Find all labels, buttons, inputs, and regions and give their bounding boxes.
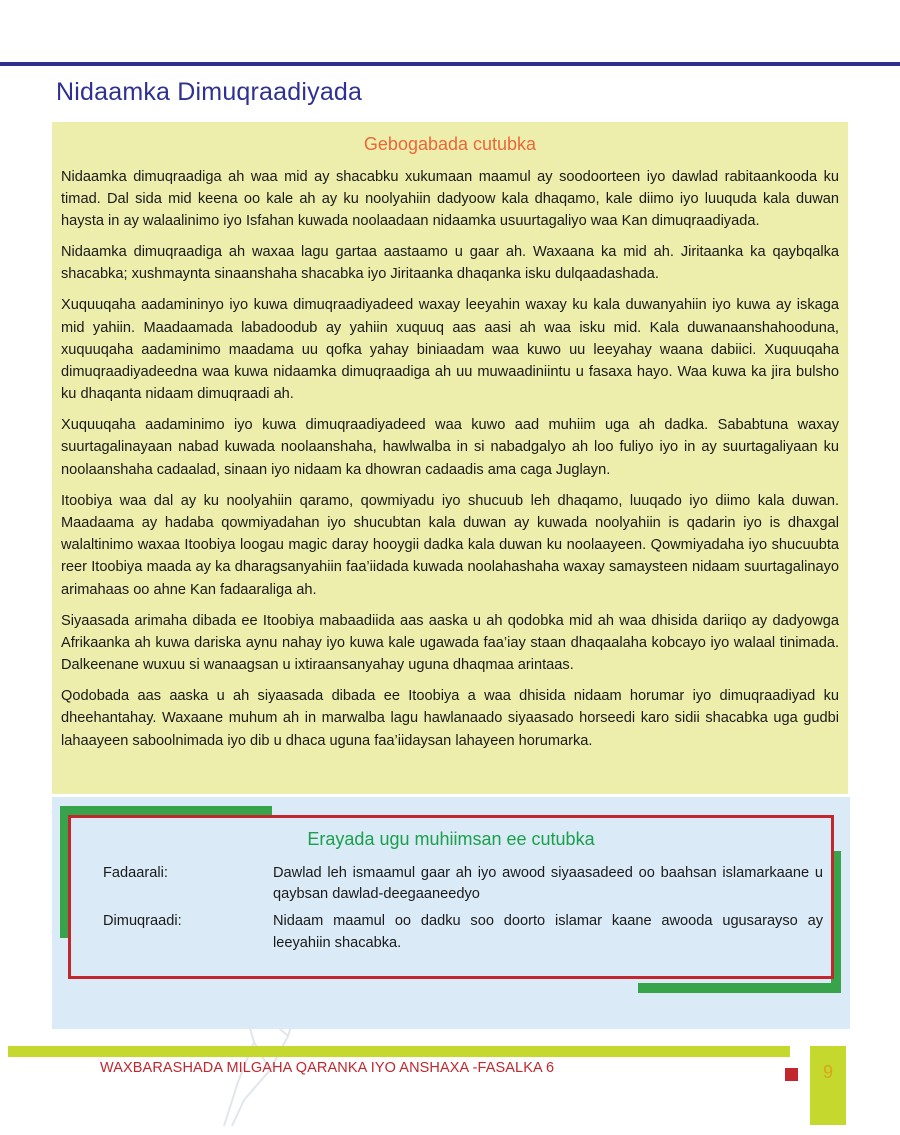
summary-paragraph: Qodobada aas aaska u ah siyaasada dibada ee Itoobiya a waa dhisida nidaam horumar iyo dimuqraadiyad ku dheehantahay. Waxaane muhum ah in marwalba lagu hawlanaado siyaasado horseedi karo sidii shacabka uga gudbi lahaayeen saboolnimada iyo dib u dhaca uguna faa’iidaysan lahayeen horumarka. xyxy=(61,688,839,749)
summary-paragraph: Nidaamka dimuqraadiga ah waxaa lagu gartaa aastaamo u gaar ah. Waxaana ka mid ah. Jiritaanka ka qaybqalka shacabka; xushmaynta sinaanshaha shacabka iyo Jiritaanka dhaqanka isku dulqaadashada. xyxy=(61,244,839,283)
summary-paragraph: Xuquuqaha aadamininyo iyo kuwa dimuqraadiyadeed waxay leeyahin waxay ku kala duwanyahiin iyo kuwa ay iskaga mid yahiin. Maadaamada labadoodub ay yahiin xuquuq aas aasi ah waa isku mid. Kala duwanaanshahooduna, xuquuqaha aadaminimo maadama uu qofka yahay biniaadam waa kuwo uu leeyahay waana dabiici. Xuquuqaha dimuqraadiyadeedna waa kuwa nidaamka dimuqraadiga ah uu muwaadiniintu u fasaxa hayo. Waa kuwa ka jira bulsho ku dhaqanta nidaam dimuqraadi ah. xyxy=(61,297,839,403)
vocabulary-box xyxy=(68,815,834,979)
page-number: 9 xyxy=(822,1062,833,1082)
vocabulary-entry xyxy=(103,911,823,955)
summary-paragraph: Itoobiya waa dal ay ku noolyahiin qaramo, qowmiyadu iyo shucuub leh dhaqamo, luuqado iyo diimo kala duwan. Maadaama ay hadaba qowmiyadahan iyo shucubtan kala duwan ay kuwada noolyahiin is qadarin iyo is dhaxgal walaltinimo waxaa Itoobiya loogau magic daray hooygii dadka kala duwan ku noolaayeen. Qowmiyadaha iyo shucuubta reer Itoobiya maada ay ka dharagsanyahiin faa’iidada kuwada noolahashaha waxay samaysteen nidaam suurtagalinayo arimahaas oo ahne Kan fadaaraliga ah. xyxy=(61,492,839,598)
footer-rule xyxy=(8,1046,790,1057)
summary-panel xyxy=(52,122,848,794)
vocabulary-definition: Nidaam maamul oo dadku soo doorto islamar kaane awooda ugusarayso ay leeyahiin shacabka. xyxy=(273,913,823,952)
vocabulary-definition: Dawlad leh ismaamul gaar ah iyo awood siyaasadeed oo baahsan islamarkaane u qaybsan dawlad-deegaaneedyo xyxy=(273,864,823,903)
vocabulary-heading: Erayada ugu muhiimsan ee cutubka xyxy=(307,829,595,849)
summary-panel-heading: Gebogabada cutubka xyxy=(363,134,537,154)
vocabulary-term: Fadaarali: xyxy=(103,864,168,881)
page-number-badge xyxy=(810,1046,846,1125)
accent-bar-bottom-right-horizontal xyxy=(638,983,841,993)
header-rule xyxy=(0,62,900,66)
vocabulary-term: Dimuqraadi: xyxy=(103,913,182,930)
summary-paragraph: Siyaasada arimaha dibada ee Itoobiya mabaadiida aas aaska u ah qodobka mid ah waa dhisida dariiqo ay dadyowga Afrikaanka ah kuwa dariska aynu nahay iyo kuwa kale ugawada faa’iay staan dhaqaalaha kobcayo iyo walaal tinimada. Dalkeenane wuxuu si wanaagsan u ixtiraansanyahay uguna dhaqmaa arintaas. xyxy=(61,612,839,674)
page-title: Nidaamka Dimuqraadiyada xyxy=(56,78,363,106)
summary-paragraph: Xuquuqaha aadaminimo iyo kuwa dimuqraadiyadeed waa kuwo aad muhiim uga ah dadka. Sababtuna waxay suurtagalinayaan nabad kuwada noolaanshaha, hawlwalba in si nabadgalyo ah loo fuliyo iyo in ay suurtagaliyaan ku noolaanshaha cadaalad, sinaan iyo nidaam ka dhowran cadaadis ama caga Juglayn. xyxy=(61,417,839,478)
footer-book-title: WAXBARASHADA MILGAHA QARANKA IYO ANSHAXA -FASALKA 6 xyxy=(100,1060,555,1076)
footer-square-marker-icon xyxy=(785,1068,798,1081)
summary-paragraph: Nidaamka dimuqraadiga ah waa mid ay shacabku xukumaan maamul ay soodoorteen iyo dawlad rabitaankooda ku timad. Dal sida mid keena oo kale ah ay ku noolyahiin dadyoow kala dhaqamo, kale diimo iyo luuquda kala duwan haysta in ay walaalinimo iyo Isfahan kuwada noolaadaan nidaamka usuurtagaliyo waa Kan dimuqraadiyada. xyxy=(61,168,839,229)
vocabulary-entry xyxy=(103,863,823,907)
vocabulary-list xyxy=(71,863,831,956)
